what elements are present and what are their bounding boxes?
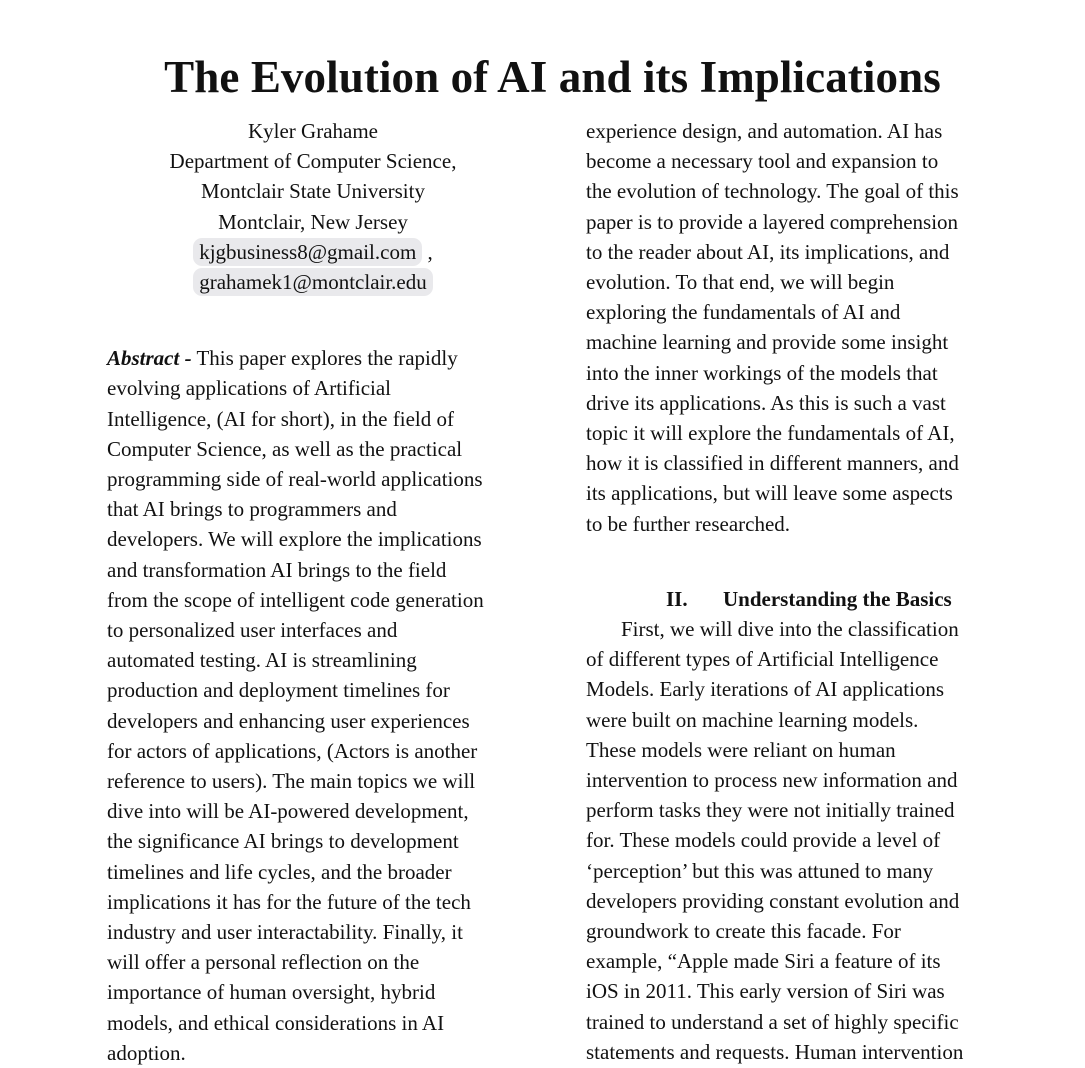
author-email-2[interactable]: grahamek1@montclair.edu [193,268,433,296]
section-heading [586,584,1006,614]
abstract-line: to personalized user interfaces and [107,618,398,643]
abstract-line-first [107,343,527,373]
intro-line: to be further researched. [586,511,791,536]
intro-line: the evolution of technology. The goal of this [586,179,959,204]
section-line: example, “Apple made Siri a feature of its [586,949,941,974]
intro-line: evolution. To that end, we will begin [586,270,895,295]
author-block [107,116,519,297]
abstract-line: reference to users). The main topics we will [107,769,476,794]
section-line: developers providing constant evolution and [586,888,960,913]
abstract-line: Intelligence, (AI for short), in the field of [107,406,454,431]
author-department: Department of Computer Science, [169,149,457,174]
abstract-line: industry and user interactability. Finally, it [107,920,463,945]
intro-paragraph [586,116,1006,539]
intro-line: to the reader about AI, its implications, and [586,239,950,264]
author-email-line-1 [107,237,519,267]
intro-line: experience design, and automation. AI has [586,119,943,143]
section-title: Understanding the Basics [723,586,952,611]
section-line: Models. Early iterations of AI applications [586,677,945,702]
abstract [107,343,527,1068]
section-line: for. These models could provide a level of [586,828,941,853]
section-line: of different types of Artificial Intelligence [586,647,939,672]
author-university: Montclair State University [201,179,425,204]
section-line: ‘perception’ but this was attuned to many [586,858,934,883]
left-column [107,116,527,1068]
abstract-line: and transformation AI brings to the field [107,557,447,582]
intro-line: drive its applications. As this is such a vast [586,390,946,415]
abstract-line: programming side of real-world applications [107,467,483,492]
section-line: groundwork to create this facade. For [586,919,901,944]
abstract-line: developers and enhancing user experiences [107,708,470,733]
abstract-line: Computer Science, as well as the practical [107,436,463,461]
abstract-line: the significance AI brings to development [107,829,459,854]
abstract-line: developers. We will explore the implications [107,527,482,552]
abstract-line: from the scope of intelligent code generation [107,587,484,612]
intro-line: how it is classified in different manners, and [586,451,959,476]
abstract-label: Abstract - [107,346,192,371]
section-line: were built on machine learning models. [586,707,919,732]
intro-line: into the inner workings of the models that [586,360,938,385]
abstract-line: evolving applications of Artificial [107,376,392,401]
section-line: intervention to process new information and [586,768,958,793]
intro-line: paper is to provide a layered comprehension [586,209,959,234]
section-line: statements and requests. Human intervention [586,1039,964,1064]
abstract-line: models, and ethical considerations in AI [107,1010,445,1035]
section-line: These models were reliant on human [586,737,896,762]
abstract-line: implications it has for the future of the tech [107,889,471,914]
intro-line: machine learning and provide some insight [586,330,949,355]
author-email-line-2 [107,267,519,297]
abstract-line: importance of human oversight, hybrid [107,980,436,1005]
right-column [586,116,1006,1067]
section-line: iOS in 2011. This early version of Siri was [586,979,945,1004]
abstract-line: that AI brings to programmers and [107,497,397,522]
section-line: trained to understand a set of highly specific [586,1009,959,1034]
intro-line: exploring the fundamentals of AI and [586,300,901,325]
section-number: II. [666,586,688,611]
author-location: Montclair, New Jersey [218,209,408,234]
abstract-line: automated testing. AI is streamlining [107,648,417,673]
intro-line: its applications, but will leave some aspects [586,481,953,506]
section-line: perform tasks they were not initially trained [586,798,955,823]
abstract-line: will offer a personal reflection on the [107,950,420,975]
abstract-line: adoption. [107,1040,186,1065]
abstract-line: production and deployment timelines for [107,678,450,703]
abstract-line: for actors of applications, (Actors is another [107,738,478,763]
paper-title: The Evolution of AI and its Implications [164,52,941,102]
abstract-line: timelines and life cycles, and the broader [107,859,452,884]
abstract-line: This paper explores the rapidly [196,346,458,371]
email-separator: , [427,239,433,264]
section-line: First, we will dive into the classification [621,617,959,642]
intro-line: topic it will explore the fundamentals of AI, [586,421,955,446]
intro-line: become a necessary tool and expansion to [586,149,939,174]
author-email-1[interactable]: kjgbusiness8@gmail.com [193,238,422,266]
section-paragraph [586,614,1006,1067]
abstract-line: dive into will be AI-powered development, [107,799,469,824]
author-name: Kyler Grahame [247,119,379,143]
